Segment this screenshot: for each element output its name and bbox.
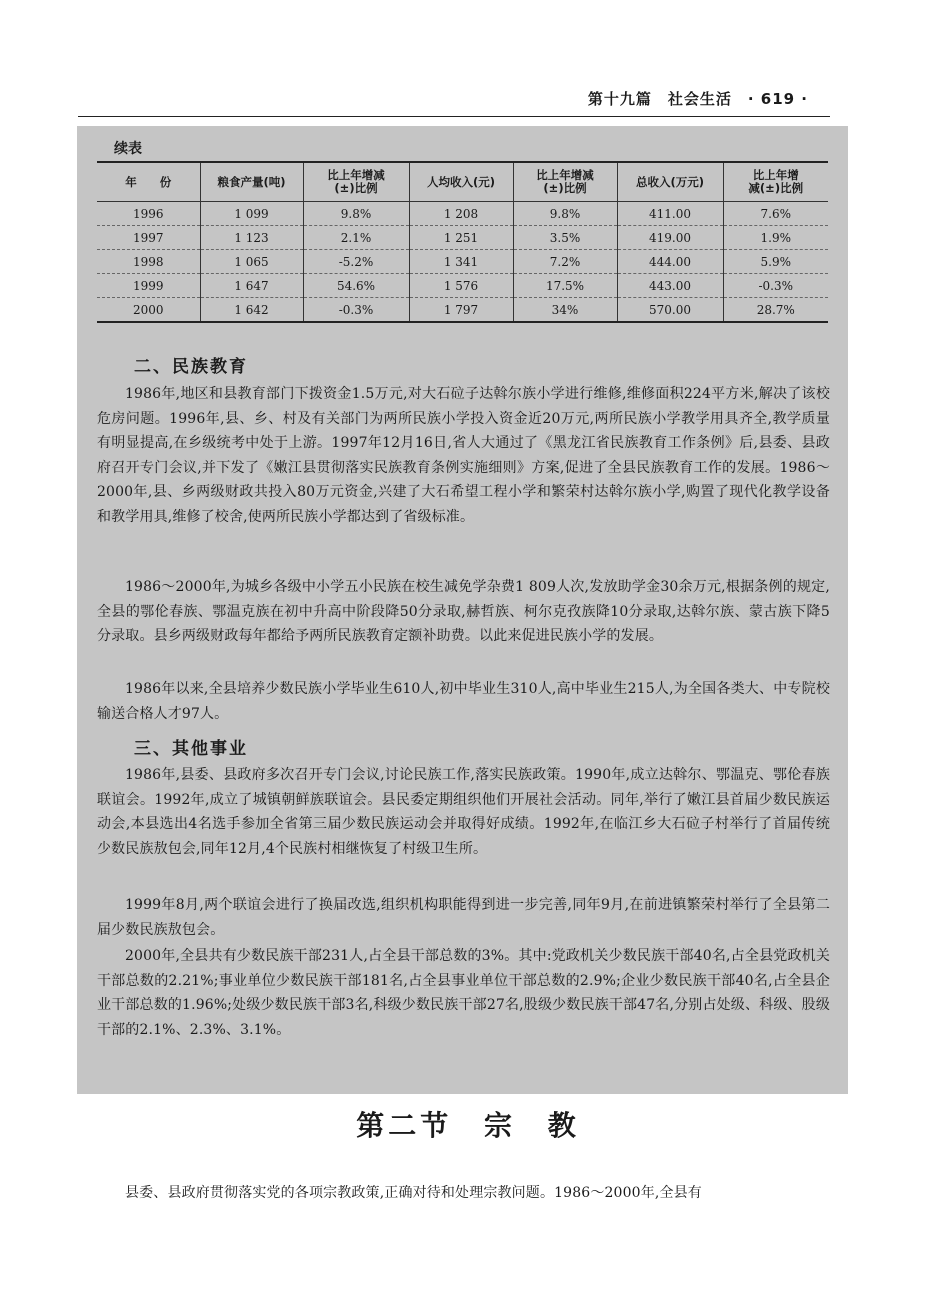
table-caption: 续表	[114, 141, 142, 157]
table-cell: 1 065	[200, 250, 303, 274]
table-cell: 2.1%	[303, 226, 409, 250]
paragraph: 1999年8月,两个联谊会进行了换届改选,组织机构职能得到进一步完善,同年9月,在前进镇繁荣村举行了全县第二届少数民族敖包会。	[97, 897, 830, 938]
table-cell: 444.00	[617, 250, 723, 274]
table-cell: -0.3%	[723, 274, 828, 298]
table-cell: 443.00	[617, 274, 723, 298]
table-cell: 1.9%	[723, 226, 828, 250]
table-cell: 1 251	[409, 226, 513, 250]
table-row	[97, 274, 828, 298]
table-cell: 1 576	[409, 274, 513, 298]
table-cell: 17.5%	[513, 274, 617, 298]
table-cell: 1996	[97, 202, 200, 226]
table-cell: 1 797	[409, 298, 513, 323]
header-year: 年 份	[97, 162, 200, 202]
table-cell: 1 208	[409, 202, 513, 226]
table-cell: 1 341	[409, 250, 513, 274]
table-cell: 5.9%	[723, 250, 828, 274]
paragraph: 1986年,县委、县政府多次召开专门会议,讨论民族工作,落实民族政策。1990年,成立达斡尔、鄂温克、鄂伦春族联谊会。1992年,成立了城镇朝鲜族联谊会。县民委定期组织他们开展社会活动。同年,举行了嫩江县首届少数民族运动会,本县选出4名选手参加全省第三届少数民族运动会并取得好成绩。1992年,在临江乡大石砬子村举行了首届传统少数民族敖包会,同年12月,4个民族村相继恢复了村级卫生所。	[97, 767, 830, 857]
table-cell: 1 642	[200, 298, 303, 323]
table-row	[97, 250, 828, 274]
table-cell: 1 647	[200, 274, 303, 298]
table-cell: 419.00	[617, 226, 723, 250]
header-income-per-capita: 人均收入(元)	[409, 162, 513, 202]
section-heading-ethnic-education: 二、民族教育	[134, 357, 248, 377]
table-row	[97, 202, 828, 226]
paragraph: 1986～2000年,为城乡各级中小学五小民族在校生减免学杂费1 809人次,发放助学金30余万元,根据条例的规定,全县的鄂伦春族、鄂温克族在初中升高中阶段降50分录取,赫哲族、柯尔克孜族降10分录取,达斡尔族、蒙古族下降5分录取。县乡两级财政每年都给予两所民族教育定额补助费。以此来促进民族小学的发展。	[97, 579, 830, 644]
table-cell: 34%	[513, 298, 617, 323]
table-cell: 28.7%	[723, 298, 828, 323]
table-cell: 411.00	[617, 202, 723, 226]
table-cell: -5.2%	[303, 250, 409, 274]
table-cell: 7.6%	[723, 202, 828, 226]
table-cell: 1 099	[200, 202, 303, 226]
table-cell: 2000	[132, 302, 164, 317]
header-income-change: 比上年增减 (±)比例	[513, 162, 617, 202]
table-cell: 9.8%	[303, 202, 409, 226]
running-head	[78, 82, 830, 117]
header-grain-change: 比上年增减 (±)比例	[303, 162, 409, 202]
header-total-income: 总收入(万元)	[617, 162, 723, 202]
table-row	[97, 298, 828, 323]
section-heading-other-affairs: 三、其他事业	[134, 739, 248, 759]
running-head-text: 第十九篇 社会生活 · 619 ·	[587, 90, 808, 108]
table-cell: -0.3%	[303, 298, 409, 323]
paragraph: 1986年,地区和县教育部门下拨资金1.5万元,对大石砬子达斡尔族小学进行维修,维修面积224平方米,解决了该校危房问题。1996年,县、乡、村及有关部门为两所民族小学投入资金近20万元,两所民族小学教学用具齐全,教学质量有明显提高,在乡级统考中处于上游。1997年12月16日,省人大通过了《黑龙江省民族教育工作条例》后,县委、县政府召开专门会议,并下发了《嫩江县贯彻落实民族教育条例实施细则》方案,促进了全县民族教育工作的发展。1986～2000年,县、乡两级财政共投入80万元资金,兴建了大石希望工程小学和繁荣村达斡尔族小学,购置了现代化教学设备和教学用具,维修了校舍,使两所民族小学都达到了省级标准。	[97, 386, 830, 525]
table-cell: 570.00	[617, 298, 723, 323]
table-cell: 54.6%	[303, 274, 409, 298]
table-cell: 1998	[97, 250, 200, 274]
paragraph: 县委、县政府贯彻落实党的各项宗教政策,正确对待和处理宗教问题。1986～2000年,全县有	[125, 1185, 702, 1201]
table-cell: 7.2%	[513, 250, 617, 274]
header-total-change: 比上年增 减(±)比例	[723, 162, 828, 202]
table-header-row	[97, 162, 828, 202]
statistics-table	[97, 161, 828, 323]
paragraph: 2000年,全县共有少数民族干部231人,占全县干部总数的3%。其中:党政机关少数民族干部40名,占全县党政机关干部总数的2.21%;事业单位少数民族干部181名,占全县事业单位干部总数的2.9%;企业少数民族干部40名,占全县企业干部总数的1.96%;处级少数民族干部3名,科级少数民族干部27名,股级少数民族干部47名,分别占处级、科级、股级干部的2.1%、2.3%、3.1%。	[97, 948, 830, 1038]
table-cell: 1 123	[200, 226, 303, 250]
table-cell: 1999	[97, 274, 200, 298]
header-grain-output: 粮食产量(吨)	[200, 162, 303, 202]
table-cell: 1997	[97, 226, 200, 250]
table-cell: 9.8%	[513, 202, 617, 226]
paragraph: 1986年以来,全县培养少数民族小学毕业生610人,初中毕业生310人,高中毕业生215人,为全国各类大、中专院校输送合格人才97人。	[97, 681, 830, 722]
table-row	[97, 226, 828, 250]
table-cell: 3.5%	[513, 226, 617, 250]
section-title-religion: 第二节 宗 教	[356, 1109, 580, 1142]
